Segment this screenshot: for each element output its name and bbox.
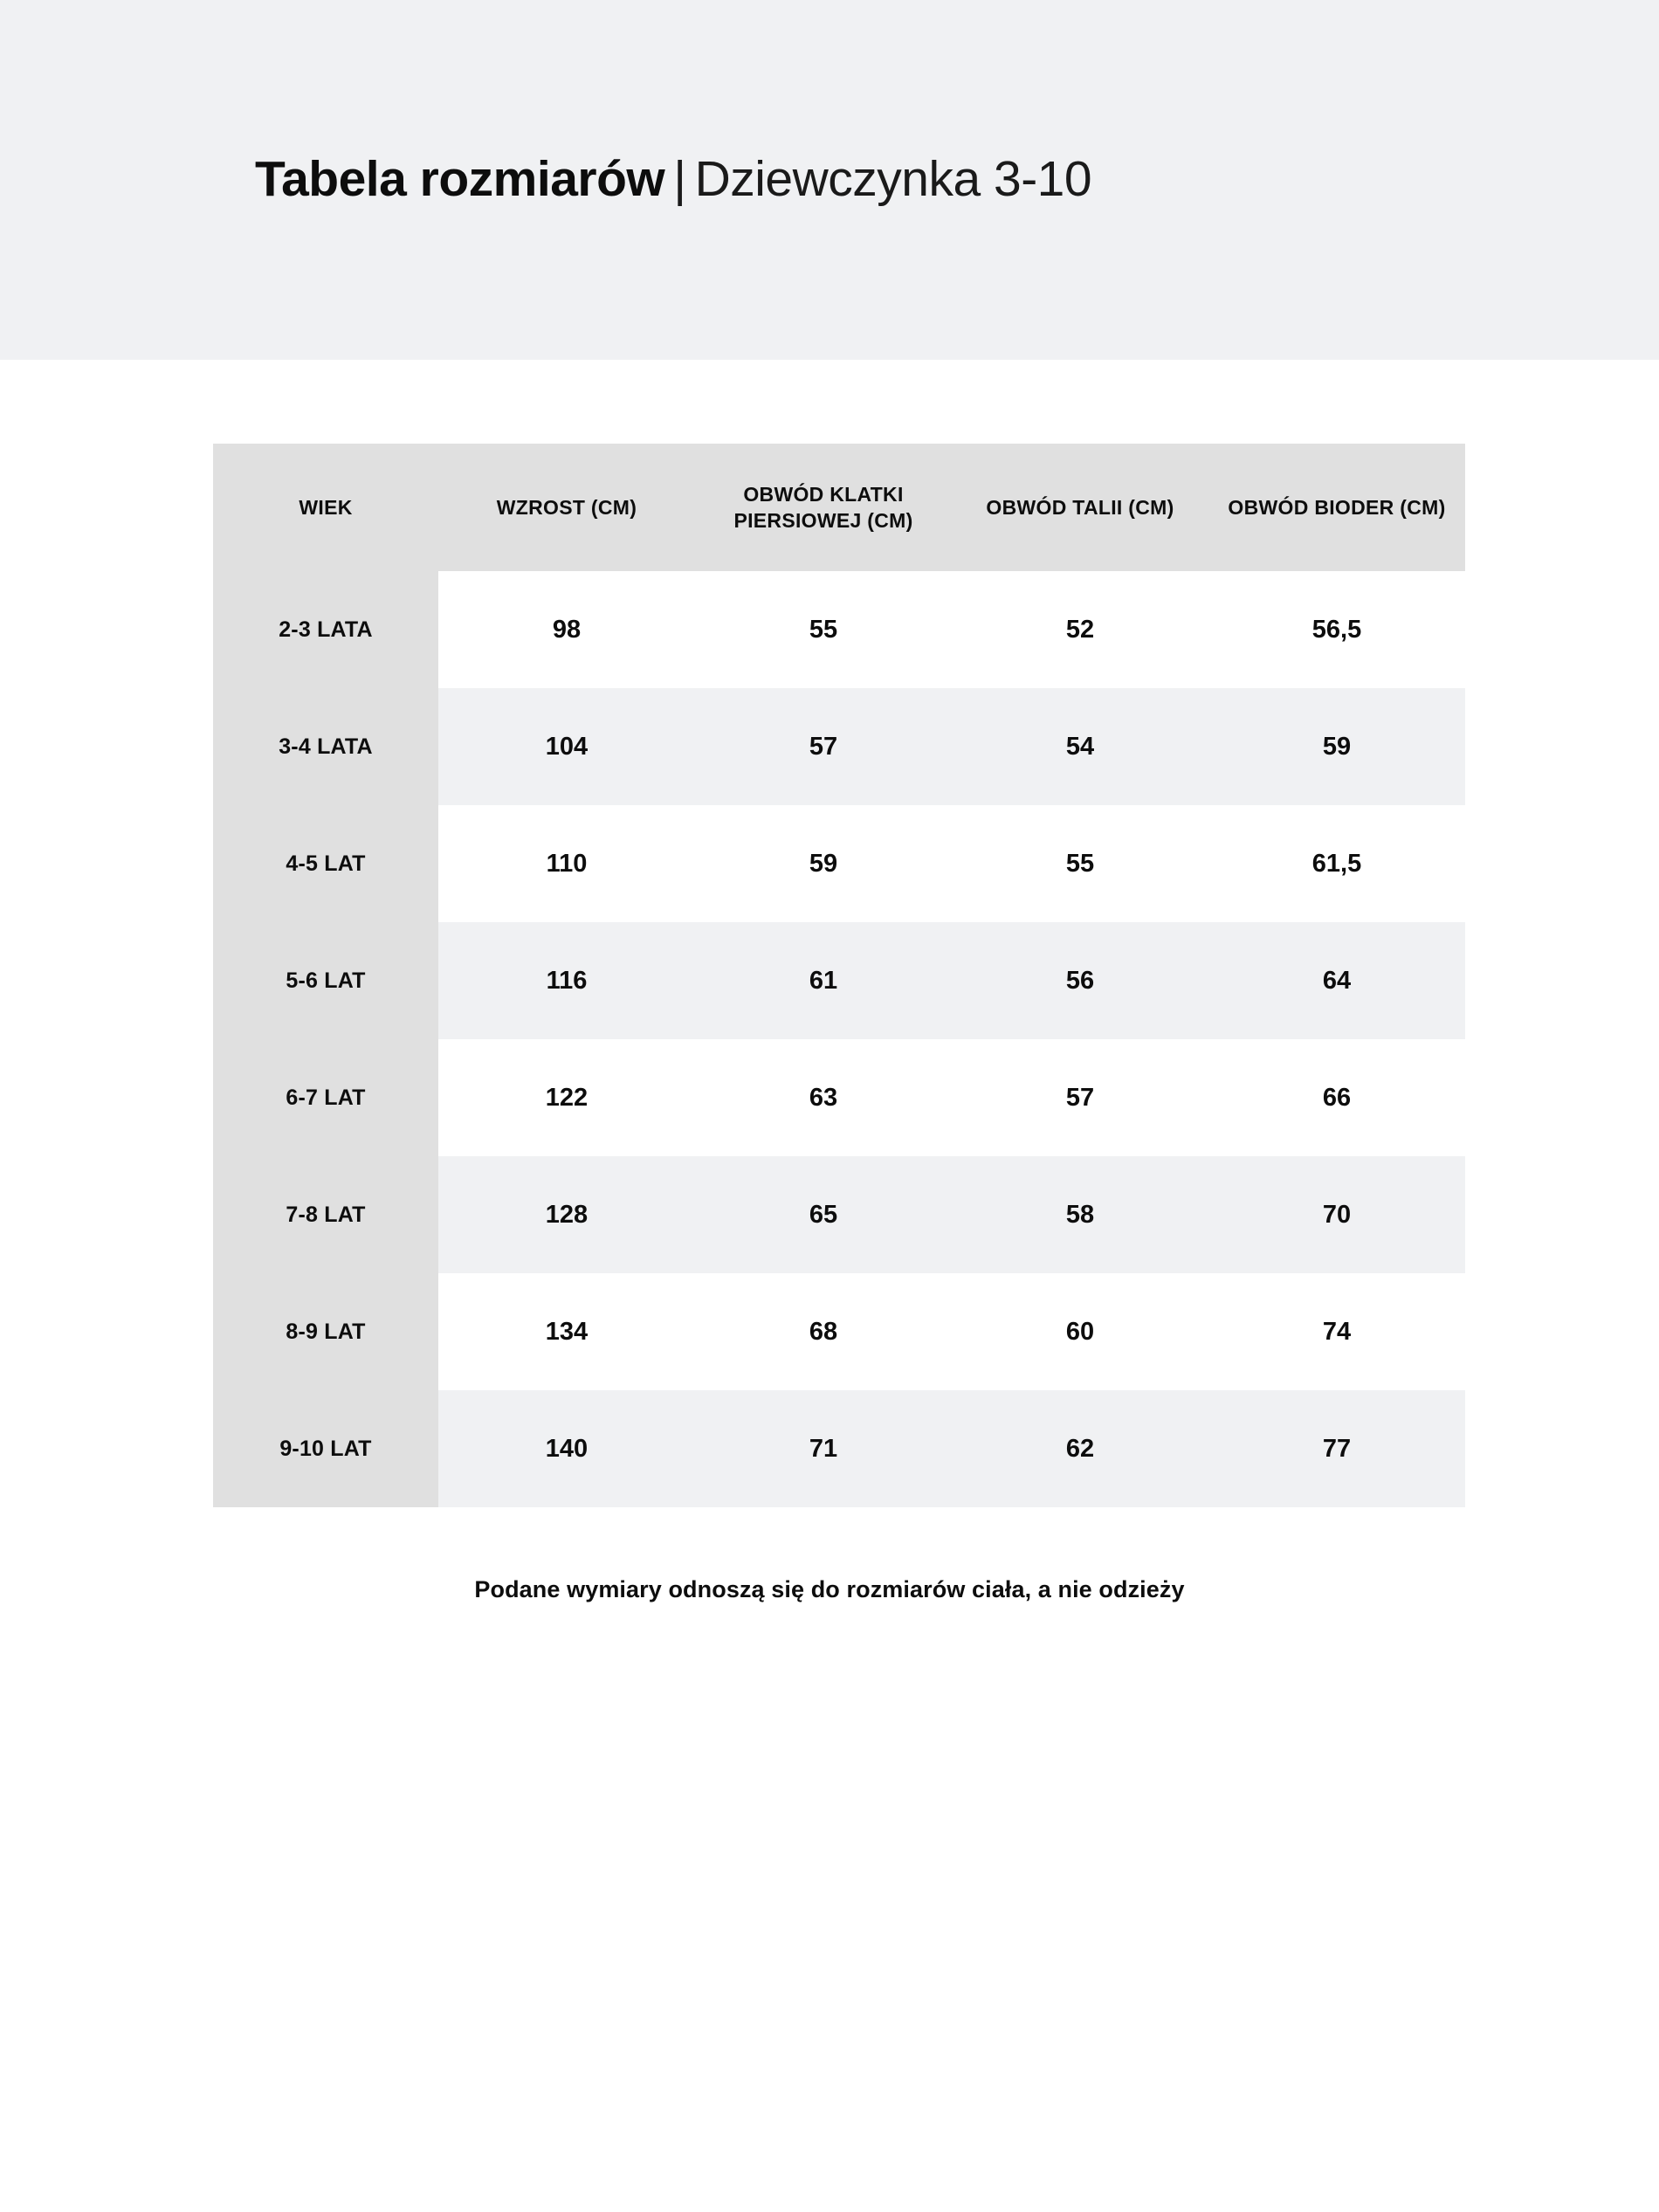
cell-height: 128 bbox=[438, 1156, 695, 1273]
cell-chest: 68 bbox=[695, 1273, 952, 1390]
cell-height: 140 bbox=[438, 1390, 695, 1507]
cell-height: 98 bbox=[438, 571, 695, 688]
column-header-height: WZROST (CM) bbox=[438, 444, 695, 571]
cell-chest: 63 bbox=[695, 1039, 952, 1156]
size-table-container bbox=[213, 444, 1465, 1507]
column-header-age: WIEK bbox=[213, 444, 438, 571]
cell-age: 7-8 LAT bbox=[213, 1156, 438, 1273]
table-row bbox=[213, 1039, 1465, 1156]
table-header bbox=[213, 444, 1465, 571]
cell-waist: 52 bbox=[952, 571, 1208, 688]
cell-age: 4-5 LAT bbox=[213, 805, 438, 922]
cell-waist: 57 bbox=[952, 1039, 1208, 1156]
cell-waist: 56 bbox=[952, 922, 1208, 1039]
page-title-subject: Dziewczynka 3-10 bbox=[694, 151, 1092, 208]
cell-age: 6-7 LAT bbox=[213, 1039, 438, 1156]
table-row bbox=[213, 571, 1465, 688]
cell-hips: 70 bbox=[1208, 1156, 1465, 1273]
cell-height: 122 bbox=[438, 1039, 695, 1156]
table-row bbox=[213, 1390, 1465, 1507]
size-table bbox=[213, 444, 1465, 1507]
table-row bbox=[213, 688, 1465, 805]
cell-height: 104 bbox=[438, 688, 695, 805]
cell-chest: 65 bbox=[695, 1156, 952, 1273]
table-row bbox=[213, 1156, 1465, 1273]
cell-chest: 71 bbox=[695, 1390, 952, 1507]
cell-hips: 74 bbox=[1208, 1273, 1465, 1390]
cell-hips: 56,5 bbox=[1208, 571, 1465, 688]
table-header-row bbox=[213, 444, 1465, 571]
table-body bbox=[213, 571, 1465, 1507]
cell-hips: 61,5 bbox=[1208, 805, 1465, 922]
cell-chest: 61 bbox=[695, 922, 952, 1039]
cell-waist: 58 bbox=[952, 1156, 1208, 1273]
table-row bbox=[213, 922, 1465, 1039]
column-header-hips: OBWÓD BIODER (CM) bbox=[1208, 444, 1465, 571]
page-title-main: Tabela rozmiarów bbox=[255, 151, 665, 208]
cell-waist: 54 bbox=[952, 688, 1208, 805]
cell-age: 3-4 LATA bbox=[213, 688, 438, 805]
table-row bbox=[213, 805, 1465, 922]
cell-chest: 59 bbox=[695, 805, 952, 922]
cell-waist: 60 bbox=[952, 1273, 1208, 1390]
cell-height: 110 bbox=[438, 805, 695, 922]
cell-hips: 64 bbox=[1208, 922, 1465, 1039]
table-row bbox=[213, 1273, 1465, 1390]
cell-age: 2-3 LATA bbox=[213, 571, 438, 688]
page-title bbox=[255, 151, 1091, 209]
table-footnote: Podane wymiary odnoszą się do rozmiarów ciała, a nie odzieży bbox=[474, 1576, 1185, 1602]
column-header-chest: OBWÓD KLATKI PIERSIOWEJ (CM) bbox=[695, 444, 952, 571]
cell-age: 9-10 LAT bbox=[213, 1390, 438, 1507]
cell-hips: 77 bbox=[1208, 1390, 1465, 1507]
cell-height: 134 bbox=[438, 1273, 695, 1390]
cell-age: 8-9 LAT bbox=[213, 1273, 438, 1390]
column-header-waist: OBWÓD TALII (CM) bbox=[952, 444, 1208, 571]
cell-chest: 55 bbox=[695, 571, 952, 688]
cell-hips: 59 bbox=[1208, 688, 1465, 805]
page-header bbox=[0, 0, 1659, 360]
cell-age: 5-6 LAT bbox=[213, 922, 438, 1039]
cell-height: 116 bbox=[438, 922, 695, 1039]
cell-waist: 55 bbox=[952, 805, 1208, 922]
page-title-separator: | bbox=[673, 151, 686, 208]
cell-waist: 62 bbox=[952, 1390, 1208, 1507]
cell-chest: 57 bbox=[695, 688, 952, 805]
cell-hips: 66 bbox=[1208, 1039, 1465, 1156]
